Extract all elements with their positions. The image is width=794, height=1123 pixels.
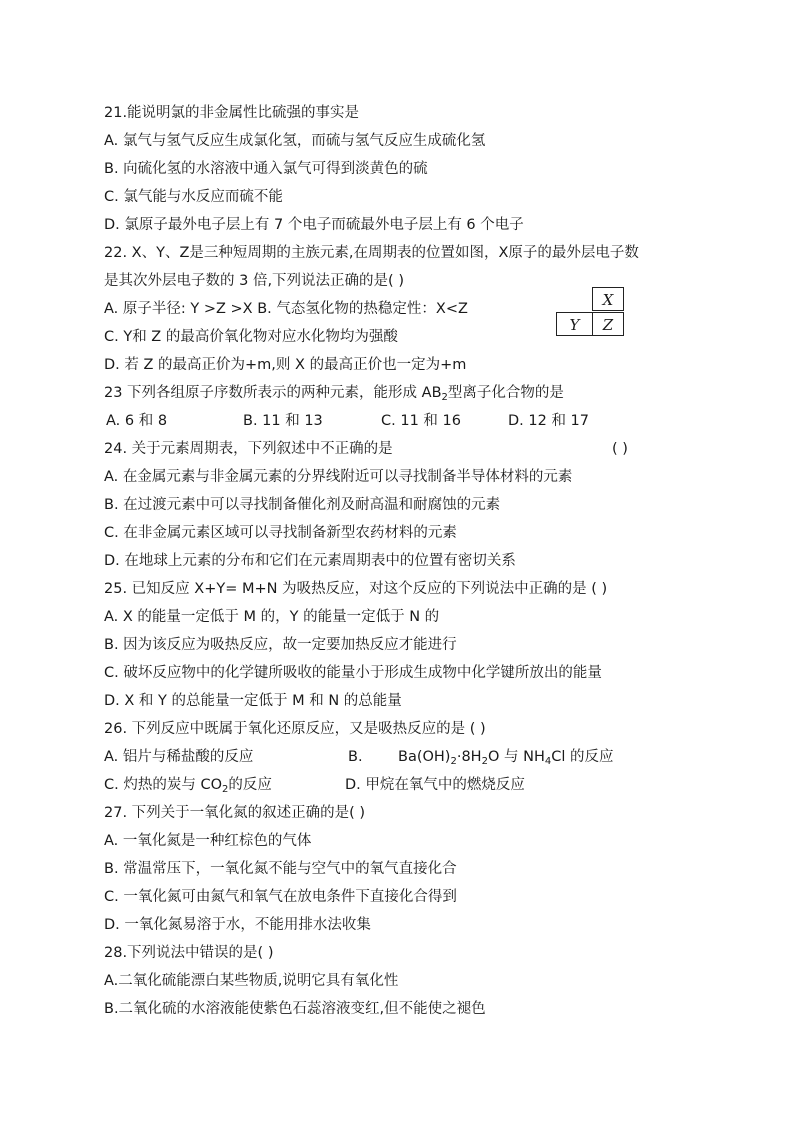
q21-option-a: A. 氯气与氢气反应生成氯化氢，而硫与氢气反应生成硫化氢 <box>104 133 486 149</box>
q28-stem: 28.下列说法中错误的是( ) <box>104 945 274 961</box>
q24-option-b: B. 在过渡元素中可以寻找制备催化剂及耐高温和耐腐蚀的元素 <box>104 497 501 513</box>
q24-option-c: C. 在非金属元素区域可以寻找制备新型农药材料的元素 <box>104 525 457 541</box>
q23-option-a: A. 6 和 8 <box>106 413 168 429</box>
periodic-table-position-diagram <box>556 287 626 339</box>
q25-stem: 25. 已知反应 X+Y= M+N 为吸热反应，对这个反应的下列说法中正确的是 ( ) <box>104 581 608 597</box>
q22-stem-line2: 是其次外层电子数的 3 倍,下列说法正确的是( ) <box>104 273 404 289</box>
q25-option-b: B. 因为该反应为吸热反应，故一定要加热反应才能进行 <box>104 637 457 653</box>
q27-option-d: D. 一氧化氮易溶于水，不能用排水法收集 <box>104 917 371 933</box>
q25-option-d: D. X 和 Y 的总能量一定低于 M 和 N 的总能量 <box>104 693 402 709</box>
q25-option-c: C. 破坏反应物中的化学键所吸收的能量小于形成生成物中化学键所放出的能量 <box>104 665 602 681</box>
q26-c-part1: C. 灼热的炭与 CO <box>104 777 222 793</box>
q27-option-a: A. 一氧化氮是一种红棕色的气体 <box>104 833 312 849</box>
q25-option-a: A. X 的能量一定低于 M 的，Y 的能量一定低于 N 的 <box>104 609 440 625</box>
q23-option-d: D. 12 和 17 <box>508 413 590 429</box>
q23-option-c: C. 11 和 16 <box>381 413 461 429</box>
q26-b-sub1: 2 <box>450 756 457 767</box>
q26-b-part3: O 与 NH <box>487 749 545 765</box>
q22-stem-line1: 22. X、Y、Z是三种短周期的主族元素,在周期表的位置如图，X原子的最外层电子数 <box>104 245 639 261</box>
q26-option-c <box>104 775 272 795</box>
q26-option-a: A. 铝片与稀盐酸的反应 <box>104 749 254 765</box>
q26-b-part1: Ba(OH) <box>398 749 451 765</box>
q26-option-d: D. 甲烷在氧气中的燃烧反应 <box>345 777 525 793</box>
q24-option-a: A. 在金属元素与非金属元素的分界线附近可以寻找制备半导体材料的元素 <box>104 469 573 485</box>
q21-option-d: D. 氯原子最外电子层上有 7 个电子而硫最外电子层上有 6 个电子 <box>104 217 524 233</box>
q27-stem: 27. 下列关于一氧化氮的叙述正确的是( ) <box>104 805 366 821</box>
q26-b-sub3: 4 <box>544 756 552 767</box>
q23-option-b: B. 11 和 13 <box>243 413 323 429</box>
q24-stem: 24. 关于元素周期表，下列叙述中不正确的是 <box>104 441 393 457</box>
q27-option-c: C. 一氧化氮可由氮气和氧气在放电条件下直接化合得到 <box>104 889 457 905</box>
grid-cell-y: Y <box>556 312 593 336</box>
q26-stem: 26. 下列反应中既属于氧化还原反应，又是吸热反应的是 ( ) <box>104 721 486 737</box>
q26-b-sub2: 2 <box>481 756 488 767</box>
q21-stem: 21.能说明氯的非金属性比硫强的事实是 <box>104 105 360 121</box>
q23-stem-pre: 23 下列各组原子序数所表示的两种元素，能形成 AB <box>104 385 442 401</box>
q22-option-d: D. 若 Z 的最高正价为+m,则 X 的最高正价也一定为+m <box>104 357 467 373</box>
q23-stem-post: 型离子化合物的是 <box>447 385 564 401</box>
q26-b-part2: ·8H <box>456 749 482 765</box>
q28-option-b: B.二氧化硫的水溶液能使紫色石蕊溶液变红,但不能使之褪色 <box>104 1001 486 1017</box>
q26-c-sub: 2 <box>222 784 229 795</box>
q24-option-d: D. 在地球上元素的分布和它们在元素周期表中的位置有密切关系 <box>104 553 516 569</box>
q23-stem <box>104 383 564 403</box>
q26-option-b-label: B. <box>348 749 363 765</box>
q27-option-b: B. 常温常压下，一氧化氮不能与空气中的氧气直接化合 <box>104 861 457 877</box>
q21-option-c: C. 氯气能与水反应而硫不能 <box>104 189 283 205</box>
grid-cell-x: X <box>592 287 624 311</box>
q26-option-b <box>398 747 614 767</box>
q26-c-part2: 的反应 <box>228 777 272 793</box>
q28-option-a: A.二氧化硫能漂白某些物质,说明它具有氧化性 <box>104 973 399 989</box>
q24-answer-paren: ( ) <box>612 441 628 457</box>
q26-b-part4: Cl 的反应 <box>551 749 614 765</box>
grid-cell-z: Z <box>592 312 624 336</box>
q22-option-c: C. Y和 Z 的最高价氧化物对应水化物均为强酸 <box>104 329 398 345</box>
q22-option-ab: A. 原子半径: Y >Z >X B. 气态氢化物的热稳定性：X<Z <box>104 301 468 317</box>
q23-stem-subscript: 2 <box>441 392 448 403</box>
q21-option-b: B. 向硫化氢的水溶液中通入氯气可得到淡黄色的硫 <box>104 161 428 177</box>
